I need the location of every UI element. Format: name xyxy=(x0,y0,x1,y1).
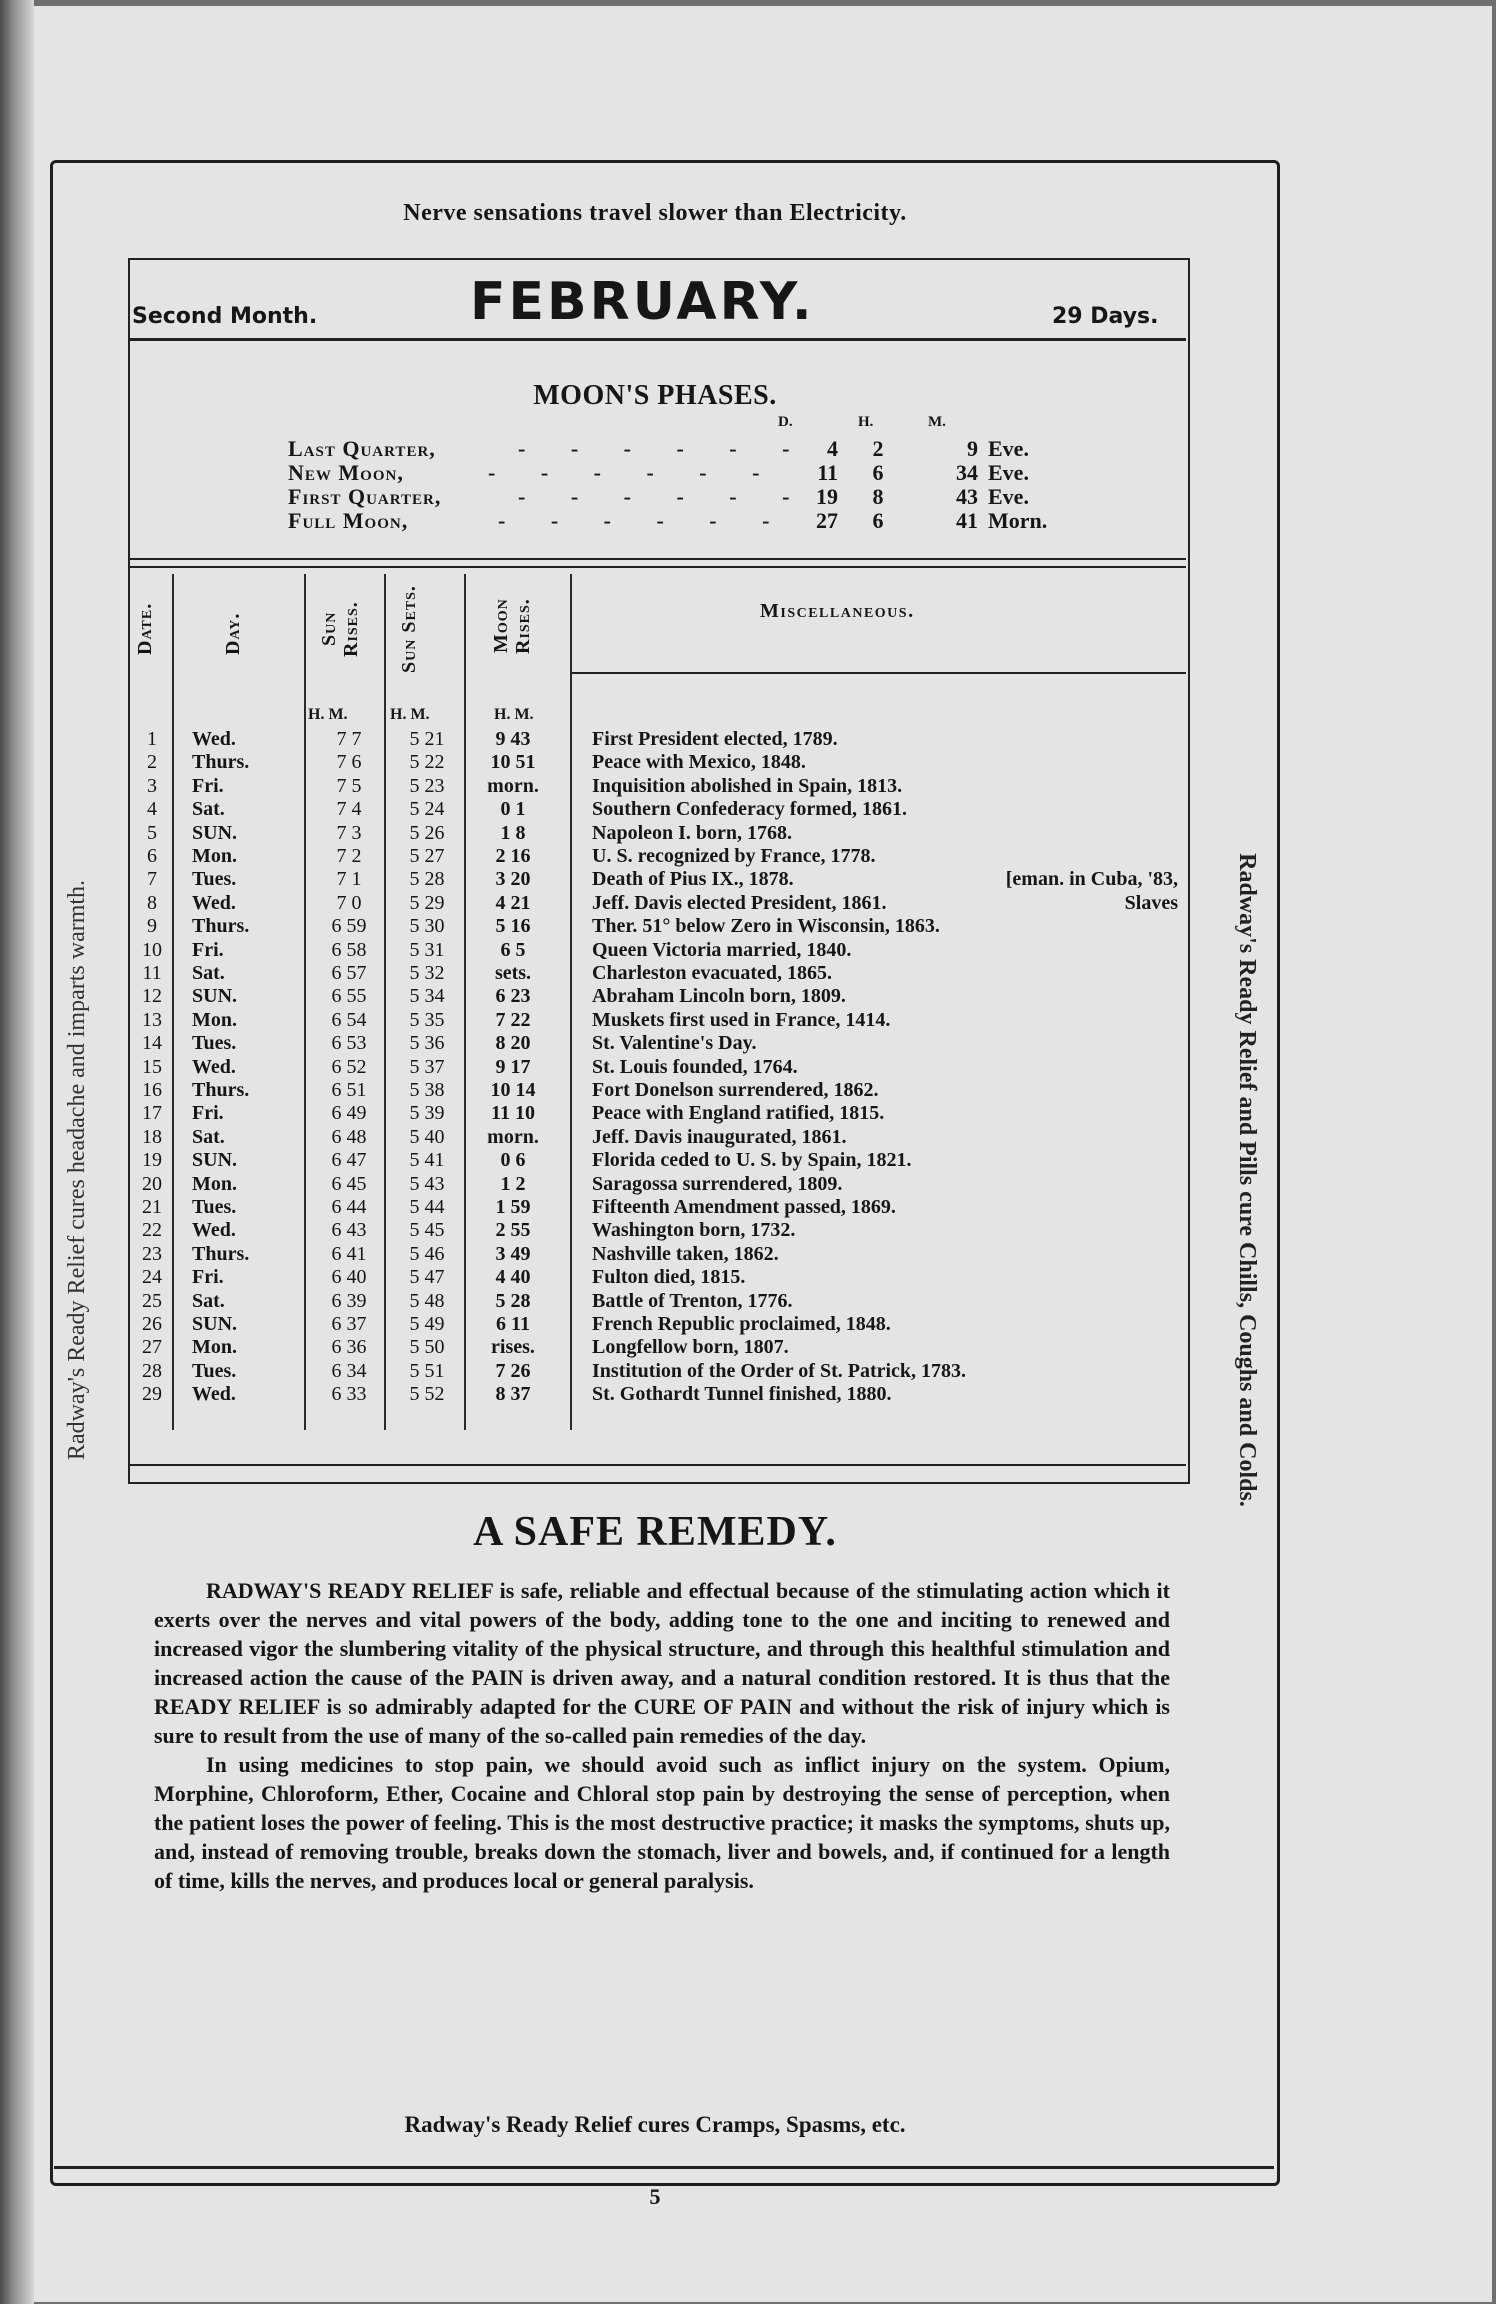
day-number: 2 xyxy=(147,751,157,774)
phase-suffix: Eve. xyxy=(988,436,1029,461)
weekday: Tues. xyxy=(192,1032,237,1055)
sun-rise-time: 6 45 xyxy=(331,1172,367,1195)
day-number: 25 xyxy=(142,1289,162,1312)
phase-minute: 34 xyxy=(956,460,978,485)
sun-rise-time: 6 54 xyxy=(331,1008,367,1031)
sun-rise-time: 6 44 xyxy=(331,1196,367,1218)
weekday: Thurs. xyxy=(192,1242,250,1265)
weekday: Wed. xyxy=(192,1383,236,1406)
event-text: Fort Donelson surrendered, 1862. xyxy=(592,1079,879,1101)
sun-set-time: 5 48 xyxy=(409,1289,445,1312)
table-row xyxy=(132,1173,1186,1196)
sun-rise-time: 7 2 xyxy=(336,845,362,867)
sun-rise-time: 6 41 xyxy=(331,1242,367,1265)
table-row xyxy=(132,728,1186,751)
event-text: French Republic proclaimed, 1848. xyxy=(592,1313,891,1335)
day-number: 11 xyxy=(142,962,162,984)
event-text: Nashville taken, 1862. xyxy=(592,1242,779,1265)
sun-rise-time: 6 55 xyxy=(331,985,367,1008)
table-row xyxy=(132,1266,1186,1289)
day-number: 7 xyxy=(147,868,157,891)
sun-set-time: 5 37 xyxy=(409,1055,445,1078)
sun-set-time: 5 35 xyxy=(409,1008,445,1031)
day-number: 8 xyxy=(147,891,157,914)
sun-rise-time: 7 7 xyxy=(336,728,362,750)
moon-rise-time: sets. xyxy=(494,962,532,984)
sun-set-time: 5 36 xyxy=(409,1032,445,1055)
event-text: U. S. recognized by France, 1778. xyxy=(592,845,876,867)
days-count: 29 Days. xyxy=(1052,304,1159,329)
table-row xyxy=(132,1126,1186,1149)
table-row xyxy=(132,892,1186,915)
sun-set-time: 5 46 xyxy=(409,1242,445,1265)
table-row xyxy=(132,1360,1186,1383)
event-text: Institution of the Order of St. Patrick, 1783. xyxy=(592,1359,967,1382)
sun-set-time: 5 45 xyxy=(409,1219,445,1242)
weekday: Fri. xyxy=(192,774,224,797)
weekday: Fri. xyxy=(192,1102,224,1125)
col-head-date: Date. xyxy=(134,602,156,656)
weekday: Sat. xyxy=(192,962,225,984)
second-month-label: Second Month. xyxy=(132,304,318,329)
moon-rise-time: 6 5 xyxy=(500,938,526,961)
day-number: 10 xyxy=(142,938,162,961)
sun-rise-time: 6 39 xyxy=(331,1289,367,1312)
sun-rise-time: 6 59 xyxy=(331,915,367,938)
day-number: 27 xyxy=(142,1336,162,1359)
sun-rises-hm: H. M. xyxy=(308,706,348,723)
event-text: Death of Pius IX., 1878. xyxy=(592,868,794,891)
event-text: Peace with Mexico, 1848. xyxy=(592,751,806,774)
phase-dots: - - - - - - xyxy=(518,484,810,509)
weekday: Thurs. xyxy=(192,1079,250,1101)
weekday: Sat. xyxy=(192,1125,225,1148)
day-number: 29 xyxy=(142,1383,162,1406)
col-head-moon-rises: Moon Rises. xyxy=(490,598,534,654)
table-row xyxy=(132,1102,1186,1125)
remedy-paragraph-1: RADWAY'S READY RELIEF is safe, reliable and effectual because of the stimulating action which it exerts over the nerves and vital powers of the body, adding tone to the one and inciting to renewed and increased vigor the slumbering vitality of the physical structure, and through this healthful stimulation and increased action the cause of the PAIN is driven away, and a natural condition restored. It is thus that the READY RELIEF is so admirably adapted for the CURE OF PAIN and without the risk of injury which is sure to result from the use of many of the so-called pain remedies of the day. xyxy=(154,1578,1170,1748)
event-text: Longfellow born, 1807. xyxy=(592,1336,789,1359)
event-text: Battle of Trenton, 1776. xyxy=(592,1289,793,1312)
sun-rise-time: 6 33 xyxy=(331,1383,367,1406)
sun-rise-time: 6 52 xyxy=(331,1055,367,1078)
table-row xyxy=(132,1009,1186,1032)
day-number: 13 xyxy=(142,1008,162,1031)
day-number: 17 xyxy=(142,1102,162,1125)
phase-hour: 6 xyxy=(872,460,884,485)
table-row xyxy=(132,868,1186,891)
day-number: 12 xyxy=(142,985,162,1008)
table-row xyxy=(132,1056,1186,1079)
event-text: Inquisition abolished in Spain, 1813. xyxy=(592,774,903,797)
table-row xyxy=(132,751,1186,774)
weekday: Tues. xyxy=(192,1359,237,1382)
page-number: 5 xyxy=(649,2184,661,2209)
moon-rise-time: 4 40 xyxy=(495,1266,531,1289)
phases-col-m: M. xyxy=(928,414,946,430)
event-text: Abraham Lincoln born, 1809. xyxy=(592,985,846,1008)
right-margin-slogan: Radway's Ready Relief and Pills cure Chills, Coughs and Colds. xyxy=(1234,853,1260,1507)
table-row xyxy=(132,798,1186,821)
event-text: Fulton died, 1815. xyxy=(592,1266,746,1289)
moon-rise-time: 7 26 xyxy=(495,1359,531,1382)
table-row xyxy=(132,1149,1186,1172)
moon-rise-time: 0 1 xyxy=(500,798,526,821)
moon-rise-time: 10 51 xyxy=(490,751,536,774)
weekday: Fri. xyxy=(192,1266,224,1289)
phase-name: Full Moon, xyxy=(288,508,409,533)
sun-rise-time: 6 36 xyxy=(331,1336,367,1359)
sun-rise-time: 6 57 xyxy=(331,962,367,984)
misc-head-rule xyxy=(572,672,1186,674)
weekday: SUN. xyxy=(192,1149,238,1172)
event-text: St. Gothardt Tunnel finished, 1880. xyxy=(592,1383,892,1406)
sun-set-time: 5 23 xyxy=(409,774,445,797)
phase-dots: - - - - - - xyxy=(518,436,810,461)
sun-set-time: 5 32 xyxy=(409,962,445,984)
weekday: SUN. xyxy=(192,1313,238,1335)
weekday: Sat. xyxy=(192,798,225,821)
sun-set-time: 5 49 xyxy=(409,1313,445,1335)
sun-rise-time: 6 49 xyxy=(331,1102,367,1125)
phase-name: New Moon, xyxy=(288,460,404,485)
weekday: SUN. xyxy=(192,985,238,1008)
weekday: Tues. xyxy=(192,868,237,891)
day-number: 9 xyxy=(147,915,157,938)
weekday: SUN. xyxy=(192,821,238,844)
day-number: 16 xyxy=(142,1079,162,1101)
moon-rise-time: 0 6 xyxy=(500,1149,526,1172)
sun-set-time: 5 41 xyxy=(409,1149,445,1172)
event-text: Jeff. Davis inaugurated, 1861. xyxy=(592,1125,847,1148)
weekday: Mon. xyxy=(192,1172,237,1195)
sun-set-time: 5 52 xyxy=(409,1383,445,1406)
phase-name: First Quarter, xyxy=(288,484,442,509)
day-number: 3 xyxy=(147,774,157,797)
phase-day: 4 xyxy=(827,436,838,461)
moon-rise-time: 5 16 xyxy=(495,915,531,938)
col-head-day: Day. xyxy=(222,612,244,656)
footer-rule xyxy=(54,2166,1274,2169)
moon-rise-time: 6 23 xyxy=(495,985,531,1008)
table-row xyxy=(132,775,1186,798)
event-text: Florida ceded to U. S. by Spain, 1821. xyxy=(592,1149,912,1172)
day-number: 24 xyxy=(142,1266,162,1289)
sun-set-time: 5 47 xyxy=(409,1266,445,1289)
weekday: Wed. xyxy=(192,1219,236,1242)
sun-rise-time: 7 4 xyxy=(336,798,362,821)
sun-rise-time: 7 6 xyxy=(336,751,362,774)
sun-set-time: 5 29 xyxy=(409,891,445,914)
table-top-rule-2 xyxy=(128,566,1186,568)
event-text: Napoleon I. born, 1768. xyxy=(592,821,793,844)
moon-rise-time: 1 2 xyxy=(500,1172,526,1195)
sun-rise-time: 7 0 xyxy=(336,891,362,914)
sun-set-time: 5 30 xyxy=(409,915,445,938)
event-text: First President elected, 1789. xyxy=(592,728,838,750)
sun-rise-time: 6 53 xyxy=(331,1032,367,1055)
weekday: Tues. xyxy=(192,1196,237,1218)
moon-rises-hm: H. M. xyxy=(494,706,534,723)
moon-rise-time: 9 43 xyxy=(495,728,531,750)
moon-rise-time: 2 55 xyxy=(495,1219,531,1242)
weekday: Thurs. xyxy=(192,915,250,938)
phases-col-h: H. xyxy=(858,414,874,430)
event-text: Fifteenth Amendment passed, 1869. xyxy=(592,1196,896,1218)
day-number: 18 xyxy=(142,1125,162,1148)
weekday: Mon. xyxy=(192,1336,237,1359)
phase-minute: 41 xyxy=(956,508,978,533)
col-head-sun-sets: Sun Sets. xyxy=(398,585,420,673)
weekday: Thurs. xyxy=(192,751,250,774)
remedy-text xyxy=(154,1576,1170,1895)
phase-suffix: Morn. xyxy=(988,508,1048,533)
top-motto: Nerve sensations travel slower than Electricity. xyxy=(403,200,907,226)
day-number: 6 xyxy=(147,845,157,867)
safe-remedy-title: A SAFE REMEDY. xyxy=(473,1509,837,1555)
sun-rise-time: 6 40 xyxy=(331,1266,367,1289)
day-number: 5 xyxy=(147,821,157,844)
sun-set-time: 5 28 xyxy=(409,868,445,891)
day-number: 21 xyxy=(142,1196,162,1218)
header-rule xyxy=(128,338,1186,341)
sun-sets-hm: H. M. xyxy=(390,706,430,723)
sun-set-time: 5 31 xyxy=(409,938,445,961)
phase-minute: 43 xyxy=(956,484,978,509)
sun-rise-time: 7 5 xyxy=(336,774,362,797)
phase-minute: 9 xyxy=(967,436,978,461)
moon-rise-time: 8 20 xyxy=(495,1032,531,1055)
remedy-paragraph-2: In using medicines to stop pain, we should avoid such as inflict injury on the system. Opium, Morphine, Chloroform, Ether, Cocaine and Chloral stop pain by destroying the sense of perception, when the patient loses the power of feeling. This is the most destructive practice; it masks the symptoms, shuts up, and, instead of removing trouble, breaks down the stomach, liver and bowels, and, if continued for a length of time, kills the nerves, and produces local or general paralysis. xyxy=(154,1752,1170,1893)
sun-set-time: 5 21 xyxy=(409,728,445,750)
sun-set-time: 5 43 xyxy=(409,1172,445,1195)
day-number: 15 xyxy=(142,1055,162,1078)
phase-suffix: Eve. xyxy=(988,484,1029,509)
moon-rise-time: 11 10 xyxy=(491,1102,535,1125)
day-number: 26 xyxy=(142,1313,162,1335)
event-text: Queen Victoria married, 1840. xyxy=(592,938,852,961)
weekday: Wed. xyxy=(192,1055,236,1078)
sun-set-time: 5 40 xyxy=(409,1125,445,1148)
event-text: Washington born, 1732. xyxy=(592,1219,796,1242)
moon-rise-time: 5 28 xyxy=(495,1289,531,1312)
table-row xyxy=(132,1079,1186,1102)
phase-dots: - - - - - - xyxy=(488,460,780,485)
day-number: 20 xyxy=(142,1172,162,1195)
day-number: 22 xyxy=(142,1219,162,1242)
moon-rise-time: 3 49 xyxy=(495,1242,531,1265)
sun-rise-time: 6 48 xyxy=(331,1125,367,1148)
sun-rise-time: 6 43 xyxy=(331,1219,367,1242)
sun-rise-time: 6 34 xyxy=(331,1359,367,1382)
event-text: St. Valentine's Day. xyxy=(592,1032,757,1055)
event-text: Jeff. Davis elected President, 1861. xyxy=(592,891,887,914)
table-row xyxy=(132,1032,1186,1055)
bottom-slogan: Radway's Ready Relief cures Cramps, Spasms, etc. xyxy=(404,2112,906,2137)
sun-set-time: 5 50 xyxy=(409,1336,445,1359)
table-row xyxy=(132,1313,1186,1336)
sun-rise-time: 6 37 xyxy=(331,1313,367,1335)
sun-rise-time: 6 51 xyxy=(331,1079,367,1101)
table-row xyxy=(132,915,1186,938)
table-row xyxy=(132,1243,1186,1266)
table-row xyxy=(132,1219,1186,1242)
event-text: Ther. 51° below Zero in Wisconsin, 1863. xyxy=(592,915,940,938)
phase-hour: 6 xyxy=(872,508,884,533)
event-text: Southern Confederacy formed, 1861. xyxy=(592,798,907,821)
sun-set-time: 5 34 xyxy=(409,985,445,1008)
event-text: Peace with England ratified, 1815. xyxy=(592,1102,885,1125)
moon-rise-time: 10 14 xyxy=(490,1079,536,1101)
phase-suffix: Eve. xyxy=(988,460,1029,485)
event-text: Saragossa surrendered, 1809. xyxy=(592,1172,843,1195)
phase-hour: 2 xyxy=(872,436,884,461)
event-text-overflow: [eman. in Cuba, '83, xyxy=(1005,868,1178,891)
moon-rise-time: 4 21 xyxy=(495,891,531,914)
phase-day: 27 xyxy=(816,508,838,533)
table-row xyxy=(132,939,1186,962)
moon-rise-time: rises. xyxy=(491,1336,535,1359)
phase-hour: 8 xyxy=(872,484,884,509)
table-row xyxy=(132,985,1186,1008)
day-number: 19 xyxy=(142,1149,162,1172)
col-head-miscellaneous: Miscellaneous. xyxy=(760,600,915,622)
sun-set-time: 5 26 xyxy=(409,821,445,844)
moon-rise-time: morn. xyxy=(487,774,539,797)
moon-rise-time: 6 11 xyxy=(496,1313,530,1335)
event-text: Muskets first used in France, 1414. xyxy=(592,1008,891,1031)
table-row xyxy=(132,822,1186,845)
sun-set-time: 5 22 xyxy=(409,751,445,774)
sun-set-time: 5 44 xyxy=(409,1196,445,1218)
moon-rise-time: 7 22 xyxy=(495,1008,531,1031)
table-row xyxy=(132,1196,1186,1219)
moon-rise-time: 1 8 xyxy=(500,821,526,844)
left-margin-slogan: Radway's Ready Relief cures headache and imparts warmth. xyxy=(64,879,90,1461)
day-number: 4 xyxy=(147,798,157,821)
weekday: Mon. xyxy=(192,845,237,867)
sun-set-time: 5 27 xyxy=(409,845,445,867)
table-row xyxy=(132,1290,1186,1313)
moon-rise-time: 1 59 xyxy=(495,1196,531,1218)
table-row xyxy=(132,845,1186,868)
event-text: Charleston evacuated, 1865. xyxy=(592,962,832,984)
sun-rise-time: 7 3 xyxy=(336,821,362,844)
weekday: Fri. xyxy=(192,938,224,961)
table-row xyxy=(132,1336,1186,1359)
weekday: Wed. xyxy=(192,891,236,914)
moon-rise-time: 2 16 xyxy=(495,845,531,867)
phase-name: Last Quarter, xyxy=(288,436,436,461)
phase-dots: - - - - - - xyxy=(498,508,790,533)
moon-rise-time: 3 20 xyxy=(495,868,531,891)
phase-day: 19 xyxy=(816,484,838,509)
day-number: 1 xyxy=(147,728,157,750)
month-title: FEBRUARY. xyxy=(470,272,815,332)
sun-set-time: 5 38 xyxy=(409,1079,445,1101)
table-row xyxy=(132,962,1186,985)
moon-rise-time: 9 17 xyxy=(495,1055,531,1078)
phases-col-d: D. xyxy=(778,414,793,430)
book-spine xyxy=(0,0,34,2304)
table-row xyxy=(132,1383,1186,1406)
sun-set-time: 5 51 xyxy=(409,1359,445,1382)
col-head-sun-rises: Sun Rises. xyxy=(318,601,362,657)
moon-rise-time: 8 37 xyxy=(495,1383,531,1406)
sun-rise-time: 6 58 xyxy=(331,938,367,961)
day-number: 14 xyxy=(142,1032,162,1055)
moon-rise-time: morn. xyxy=(487,1125,539,1148)
weekday: Wed. xyxy=(192,728,236,750)
day-number: 28 xyxy=(142,1359,162,1382)
sun-rise-time: 6 47 xyxy=(331,1149,367,1172)
sun-set-time: 5 24 xyxy=(409,798,445,821)
phase-day: 11 xyxy=(817,460,838,485)
table-bottom-rule xyxy=(128,1464,1186,1466)
sun-rise-time: 7 1 xyxy=(336,868,362,891)
sun-set-time: 5 39 xyxy=(409,1102,445,1125)
day-number: 23 xyxy=(142,1242,162,1265)
moon-phases-title: MOON'S PHASES. xyxy=(533,380,777,411)
weekday: Mon. xyxy=(192,1008,237,1031)
event-text: St. Louis founded, 1764. xyxy=(592,1055,798,1078)
table-top-rule xyxy=(128,558,1186,560)
weekday: Sat. xyxy=(192,1289,225,1312)
event-text-overflow: Slaves xyxy=(1124,891,1178,914)
